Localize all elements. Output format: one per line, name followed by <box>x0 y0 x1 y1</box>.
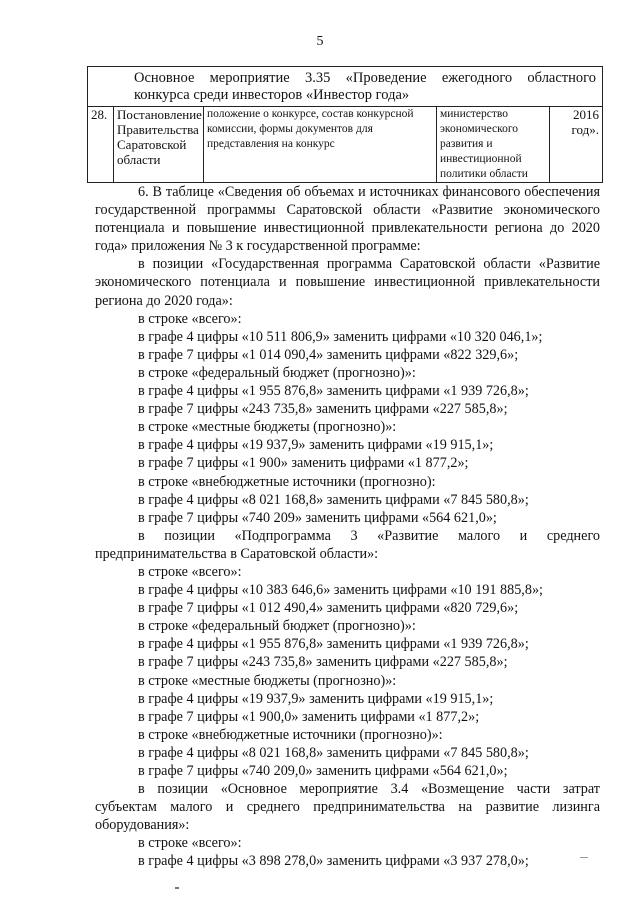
row-executor: министерство экономического развития и инвестиционной политики области <box>437 107 550 183</box>
list-item: в строке «федеральный бюджет (прогнозно)»: <box>138 618 416 635</box>
list-item: в графе 4 цифры «8 021 168,8» заменить цифрами «7 845 580,8»; <box>138 744 529 761</box>
list-item: в строке «внебюджетные источники (прогнозно)»: <box>138 726 443 743</box>
list-item: в графе 4 цифры «19 937,9» заменить цифрами «19 915,1»; <box>138 437 494 454</box>
row-year: 2016 год». <box>550 107 603 183</box>
list-item: в строке «федеральный бюджет (прогнозно)»: <box>138 364 416 381</box>
position-subprogram-3: в позиции «Подпрограмма 3 «Развитие малого и среднего предпринимательства в Саратовской области»: <box>95 527 600 562</box>
document-body <box>95 183 600 871</box>
list-item: в строке «местные бюджеты (прогнозно)»: <box>138 419 397 436</box>
list-item: в графе 7 цифры «740 209» заменить цифрами «564 621,0»; <box>138 509 497 526</box>
list-item: в графе 4 цифры «10 383 646,6» заменить цифрами «10 191 885,8»; <box>138 582 543 599</box>
list-item: в строке «внебюджетные источники (прогнозно): <box>138 473 436 490</box>
list-item: в графе 7 цифры «1 900» заменить цифрами «1 877,2»; <box>138 455 469 472</box>
list-item: в графе 7 цифры «1 012 490,4» заменить цифрами «820 729,6»; <box>138 600 519 617</box>
list-item: в графе 7 цифры «1 014 090,4» заменить цифрами «822 329,6»; <box>138 346 519 363</box>
list-item: в графе 7 цифры «243 735,8» заменить цифрами «227 585,8»; <box>138 654 508 671</box>
list-item: в графе 7 цифры «1 900,0» заменить цифрами «1 877,2»; <box>138 708 480 725</box>
list-item: в графе 4 цифры «1 955 876,8» заменить цифрами «1 939 726,8»; <box>138 636 529 653</box>
list-item: в графе 4 цифры «19 937,9» заменить цифрами «19 915,1»; <box>138 690 494 707</box>
list-item: в графе 4 цифры «1 955 876,8» заменить цифрами «1 939 726,8»; <box>138 383 529 400</box>
table-header-cell: Основное мероприятие 3.35 «Проведение ежегодного областного конкурса среди инвесторов «Инвестор года» <box>88 67 603 107</box>
position-measure-3-4: в позиции «Основное мероприятие 3.4 «Возмещение части затрат субъектам малого и среднего предпринимательства на развитие лизинга оборудования»: <box>95 781 600 834</box>
list-item: в графе 4 цифры «8 021 168,8» заменить цифрами «7 845 580,8»; <box>138 491 529 508</box>
position-state-program: в позиции «Государственная программа Саратовской области «Развитие экономического потенциала и повышение инвестиционной привлекательности региона до 2020 года»: <box>95 256 600 309</box>
list-item: в строке «всего»: <box>138 310 242 327</box>
paragraph-6: 6. В таблице «Сведения об объемах и источниках финансового обеспечения государственной программы Саратовской области «Развитие экономического потенциала и повышение инвестиционной привлекательности региона до 2020 года» приложения № 3 к государственной программе: <box>95 184 600 255</box>
scan-mark <box>175 887 179 889</box>
list-item: в строке «всего»: <box>138 563 242 580</box>
scan-mark <box>580 857 588 858</box>
row-number: 28. <box>88 107 114 183</box>
row-document: Постановление Правительства Саратовской области <box>114 107 204 183</box>
page-number: 5 <box>316 34 324 49</box>
table-row <box>88 107 603 183</box>
table-header-row <box>88 67 603 107</box>
row-content: положение о конкурсе, состав конкурсной комиссии, формы документов для представления на конкурс <box>204 107 437 183</box>
list-item: в графе 7 цифры «740 209,0» заменить цифрами «564 621,0»; <box>138 763 508 779</box>
list-item: в строке «всего»: <box>138 835 242 852</box>
list-item: в графе 7 цифры «243 735,8» заменить цифрами «227 585,8»; <box>138 401 508 418</box>
list-item: в строке «местные бюджеты (прогнозно)»: <box>138 672 397 689</box>
list-item: в графе 4 цифры «10 511 806,9» заменить цифрами «10 320 046,1»; <box>138 328 543 345</box>
measures-table <box>87 66 603 183</box>
list-item: в графе 4 цифры «3 898 278,0» заменить цифрами «3 937 278,0»; <box>138 853 529 870</box>
